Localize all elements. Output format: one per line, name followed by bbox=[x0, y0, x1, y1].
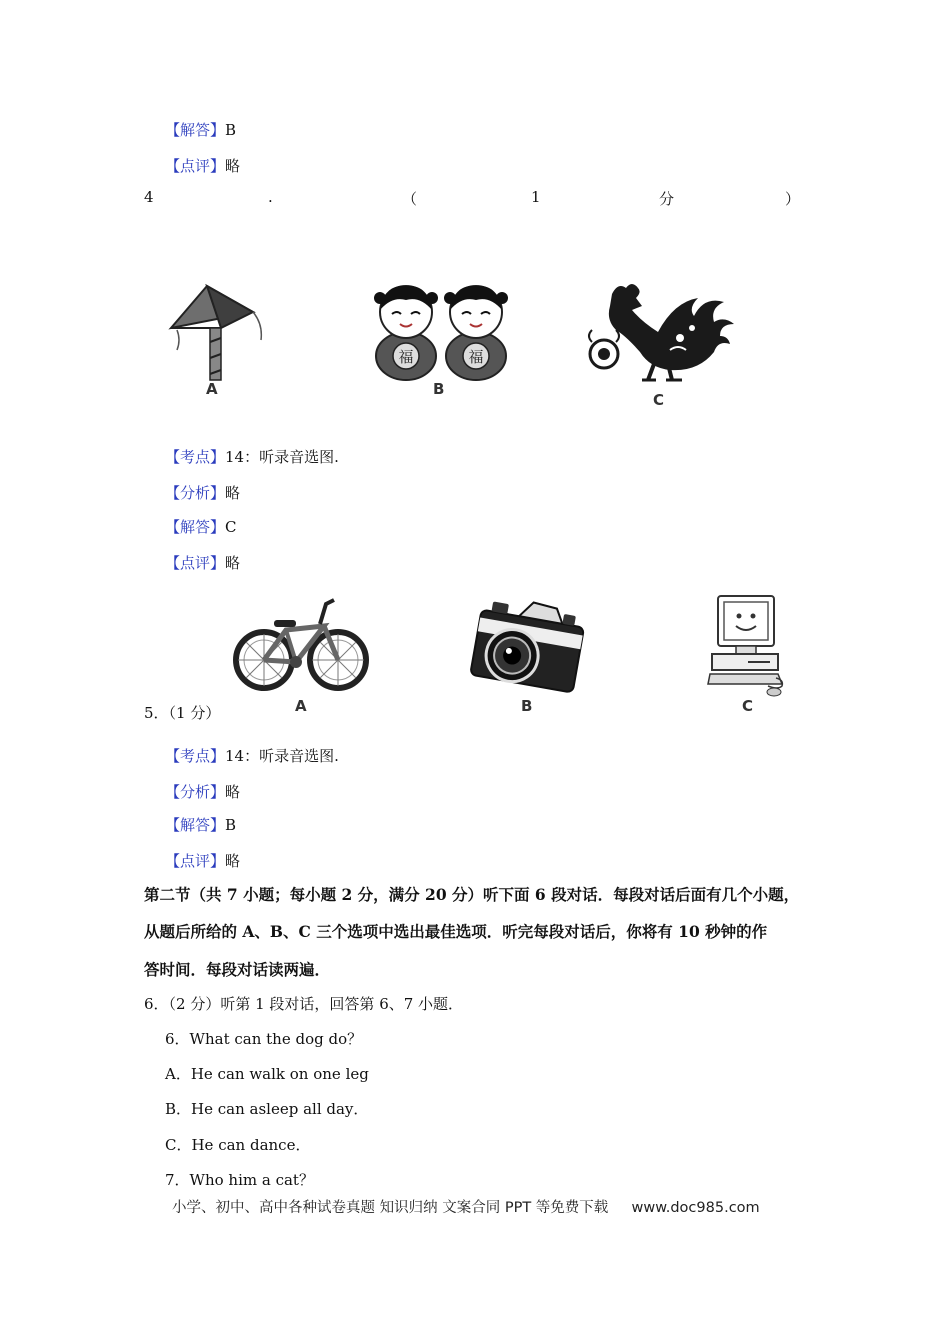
q4-paren-open: （ bbox=[402, 190, 418, 208]
kite-icon bbox=[165, 282, 270, 382]
q4-option-b-label: B bbox=[433, 380, 445, 398]
footer-url[interactable]: www.doc985.com bbox=[631, 1200, 760, 1216]
q4-jieda: 【解答】C bbox=[165, 518, 237, 536]
q5-stem: 5．（1 分） bbox=[144, 704, 221, 722]
q3-comment: 【点评】略 bbox=[165, 157, 241, 175]
q6-option-b: B．He can asleep all day． bbox=[165, 1100, 369, 1118]
q4-score: 1 bbox=[531, 188, 541, 206]
footer bbox=[172, 1196, 760, 1217]
camera-icon bbox=[470, 596, 585, 696]
q4-fenxi: 【分析】略 bbox=[165, 484, 241, 502]
section2-line3: 答时间．每段对话读两遍． bbox=[144, 960, 331, 979]
q5-option-a-label: A bbox=[295, 697, 307, 715]
q5-jieda: 【解答】B bbox=[165, 816, 237, 834]
fu-dolls-icon bbox=[372, 284, 512, 380]
q5-option-b-label: B bbox=[521, 697, 533, 715]
fu-char-right: 福 bbox=[468, 348, 484, 366]
footer-text: 小学、初中、高中各种试卷真题 知识归纳 文案合同 PPT 等免费下载 bbox=[172, 1200, 609, 1216]
q5-dianping: 【点评】略 bbox=[165, 852, 241, 870]
q4-paren-close: ） bbox=[785, 190, 801, 208]
q6-stem: 6．（2 分）听第 1 段对话，回答第 6、7 小题． bbox=[144, 995, 464, 1013]
q4-unit: 分 bbox=[659, 190, 675, 208]
q5-kaodian: 【考点】14：听录音选图. bbox=[165, 747, 339, 765]
q4-number: 4 bbox=[144, 188, 154, 206]
rooster-papercut-icon bbox=[582, 280, 742, 386]
q6-sub7: 7．Who him a cat？ bbox=[165, 1171, 314, 1189]
q6-sub6: 6．What can the dog do？ bbox=[165, 1030, 363, 1048]
q4-kaodian: 【考点】14：听录音选图. bbox=[165, 448, 339, 466]
q4-dot: . bbox=[268, 188, 273, 206]
q5-fenxi: 【分析】略 bbox=[165, 783, 241, 801]
section2-line2: 从题后所给的 A、B、C 三个选项中选出最佳选项．听完每段对话后，你将有 10 秒钟的作 bbox=[144, 922, 768, 941]
bicycle-icon bbox=[232, 596, 372, 696]
q4-option-c-label: C bbox=[653, 391, 665, 409]
q4-dianping: 【点评】略 bbox=[165, 554, 241, 572]
q3-answer: 【解答】B bbox=[165, 121, 237, 139]
q6-option-a: A．He can walk on one leg bbox=[165, 1065, 369, 1083]
fu-char-left: 福 bbox=[398, 348, 414, 366]
computer-icon bbox=[708, 594, 788, 698]
q4-option-a-label: A bbox=[206, 380, 218, 398]
q6-option-c: C．He can dance． bbox=[165, 1136, 311, 1154]
section2-line1: 第二节（共 7 小题；每小题 2 分，满分 20 分）听下面 6 段对话．每段对话后面有几个小题， bbox=[144, 885, 800, 904]
q5-option-c-label: C bbox=[742, 697, 754, 715]
